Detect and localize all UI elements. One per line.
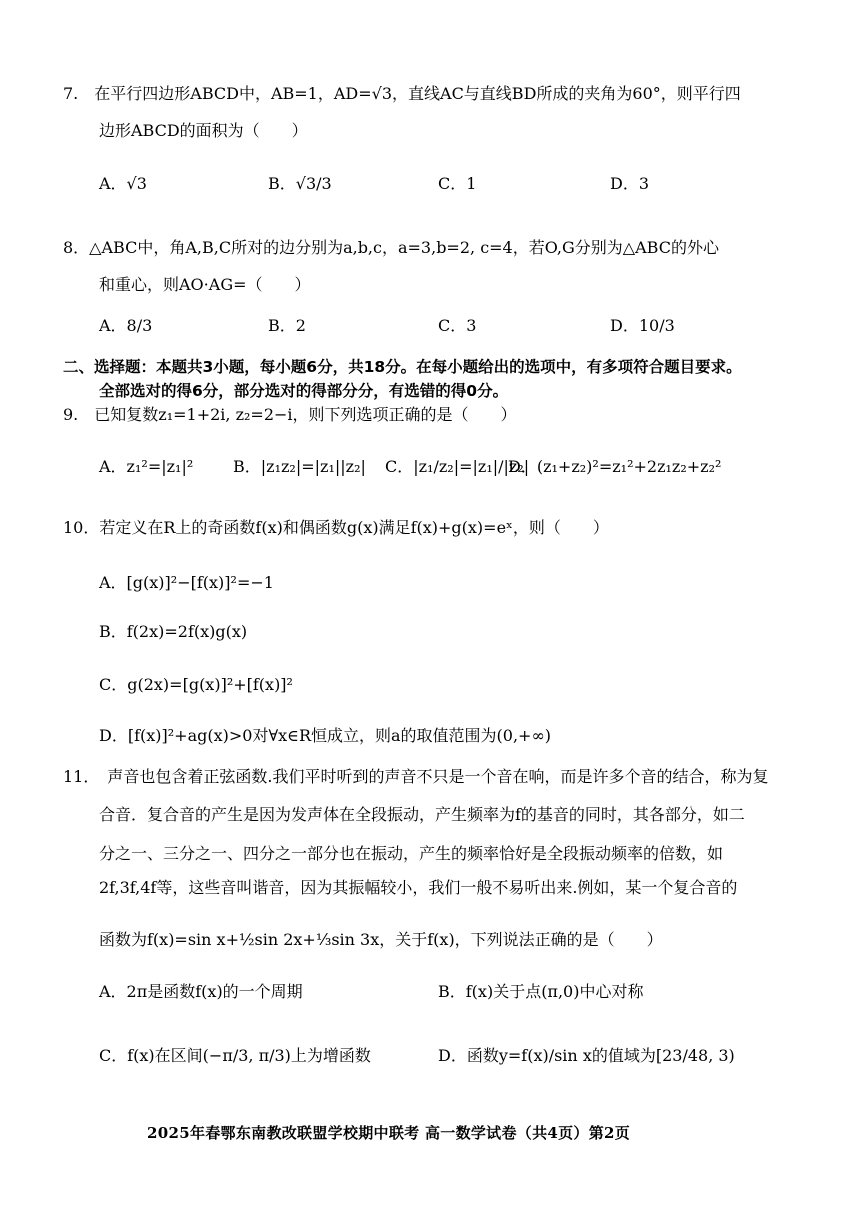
q9-option-d: D．(z₁+z₂)²=z₁²+2z₁z₂+z₂² [508, 457, 722, 476]
q11-line3: 分之一、三分之一、四分之一部分也在振动，产生的频率恰好是全段振动频率的倍数，如 [99, 844, 724, 863]
q7-option-d: D．3 [610, 174, 650, 193]
q11-option-a: A．2π是函数f(x)的一个周期 [99, 982, 303, 1001]
q7-line2: 边形ABCD的面积为（ ） [99, 121, 308, 140]
page-footer: 2025年春鄂东南教改联盟学校期中联考 高一数学试卷（共4页）第2页 [147, 1124, 631, 1142]
q10-line1: 10．若定义在R上的奇函数f(x)和偶函数g(x)满足f(x)+g(x)=eˣ，则（ ） [63, 518, 609, 537]
q8-option-c: C．3 [438, 316, 477, 335]
q11-option-d: D．函数y=f(x)/sin x的值域为[23/48, 3) [438, 1046, 735, 1065]
q7-option-c: C．1 [438, 174, 477, 193]
q11-option-c: C．f(x)在区间(−π/3, π/3)上为增函数 [99, 1046, 371, 1065]
section2-heading-line1: 二、选择题：本题共3小题，每小题6分，共18分。在每小题给出的选项中，有多项符合题目要求。 [63, 358, 742, 376]
q8-option-d: D．10/3 [610, 316, 675, 335]
q11-line4: 2f,3f,4f等，这些音叫谐音，因为其振幅较小，我们一般不易听出来.例如，某一个复合音的 [99, 878, 738, 897]
q11-line5: 函数为f(x)=sin x+½sin 2x+⅓sin 3x，关于f(x)，下列说法正确的是（ ） [99, 930, 663, 949]
q11-line2: 合音．复合音的产生是因为发声体在全段振动，产生频率为f的基音的同时，其各部分，如二 [99, 805, 745, 824]
q7-option-a: A．√3 [99, 174, 147, 193]
q9-option-c: C．|z₁/z₂|=|z₁|/|z₂| [385, 457, 530, 476]
q9-option-b: B．|z₁z₂|=|z₁||z₂| [233, 457, 366, 476]
q8-option-b: B．2 [268, 316, 306, 335]
q10-option-c: C．g(2x)=[g(x)]²+[f(x)]² [99, 675, 293, 694]
q7-option-b: B．√3/3 [268, 174, 332, 193]
q9-line1: 9. 已知复数z₁=1+2i, z₂=2−i，则下列选项正确的是（ ） [63, 405, 517, 424]
q8-line1: 8．△ABC中，角A,B,C所对的边分别为a,b,c，a=3,b=2, c=4，若O,G分别为△ABC的外心 [63, 238, 719, 257]
q11-option-b: B．f(x)关于点(π,0)中心对称 [438, 982, 644, 1001]
q10-option-d: D．[f(x)]²+ag(x)>0对∀x∈R恒成立，则a的取值范围为(0,+∞) [99, 726, 552, 745]
q10-option-a: A．[g(x)]²−[f(x)]²=−1 [99, 573, 274, 592]
q8-option-a: A．8/3 [99, 316, 153, 335]
q8-line2: 和重心，则AO·AG=（ ） [99, 275, 311, 294]
q11-line1: 11． 声音也包含着正弦函数.我们平时听到的声音不只是一个音在响，而是许多个音的结合，称为复 [63, 767, 769, 786]
section2-heading-line2: 全部选对的得6分，部分选对的得部分分，有选错的得0分。 [99, 382, 509, 400]
q9-option-a: A．z₁²=|z₁|² [99, 457, 194, 476]
q10-option-b: B．f(2x)=2f(x)g(x) [99, 622, 248, 641]
q7-line1: 7. 在平行四边形ABCD中，AB=1，AD=√3，直线AC与直线BD所成的夹角为60°，则平行四 [63, 84, 741, 103]
